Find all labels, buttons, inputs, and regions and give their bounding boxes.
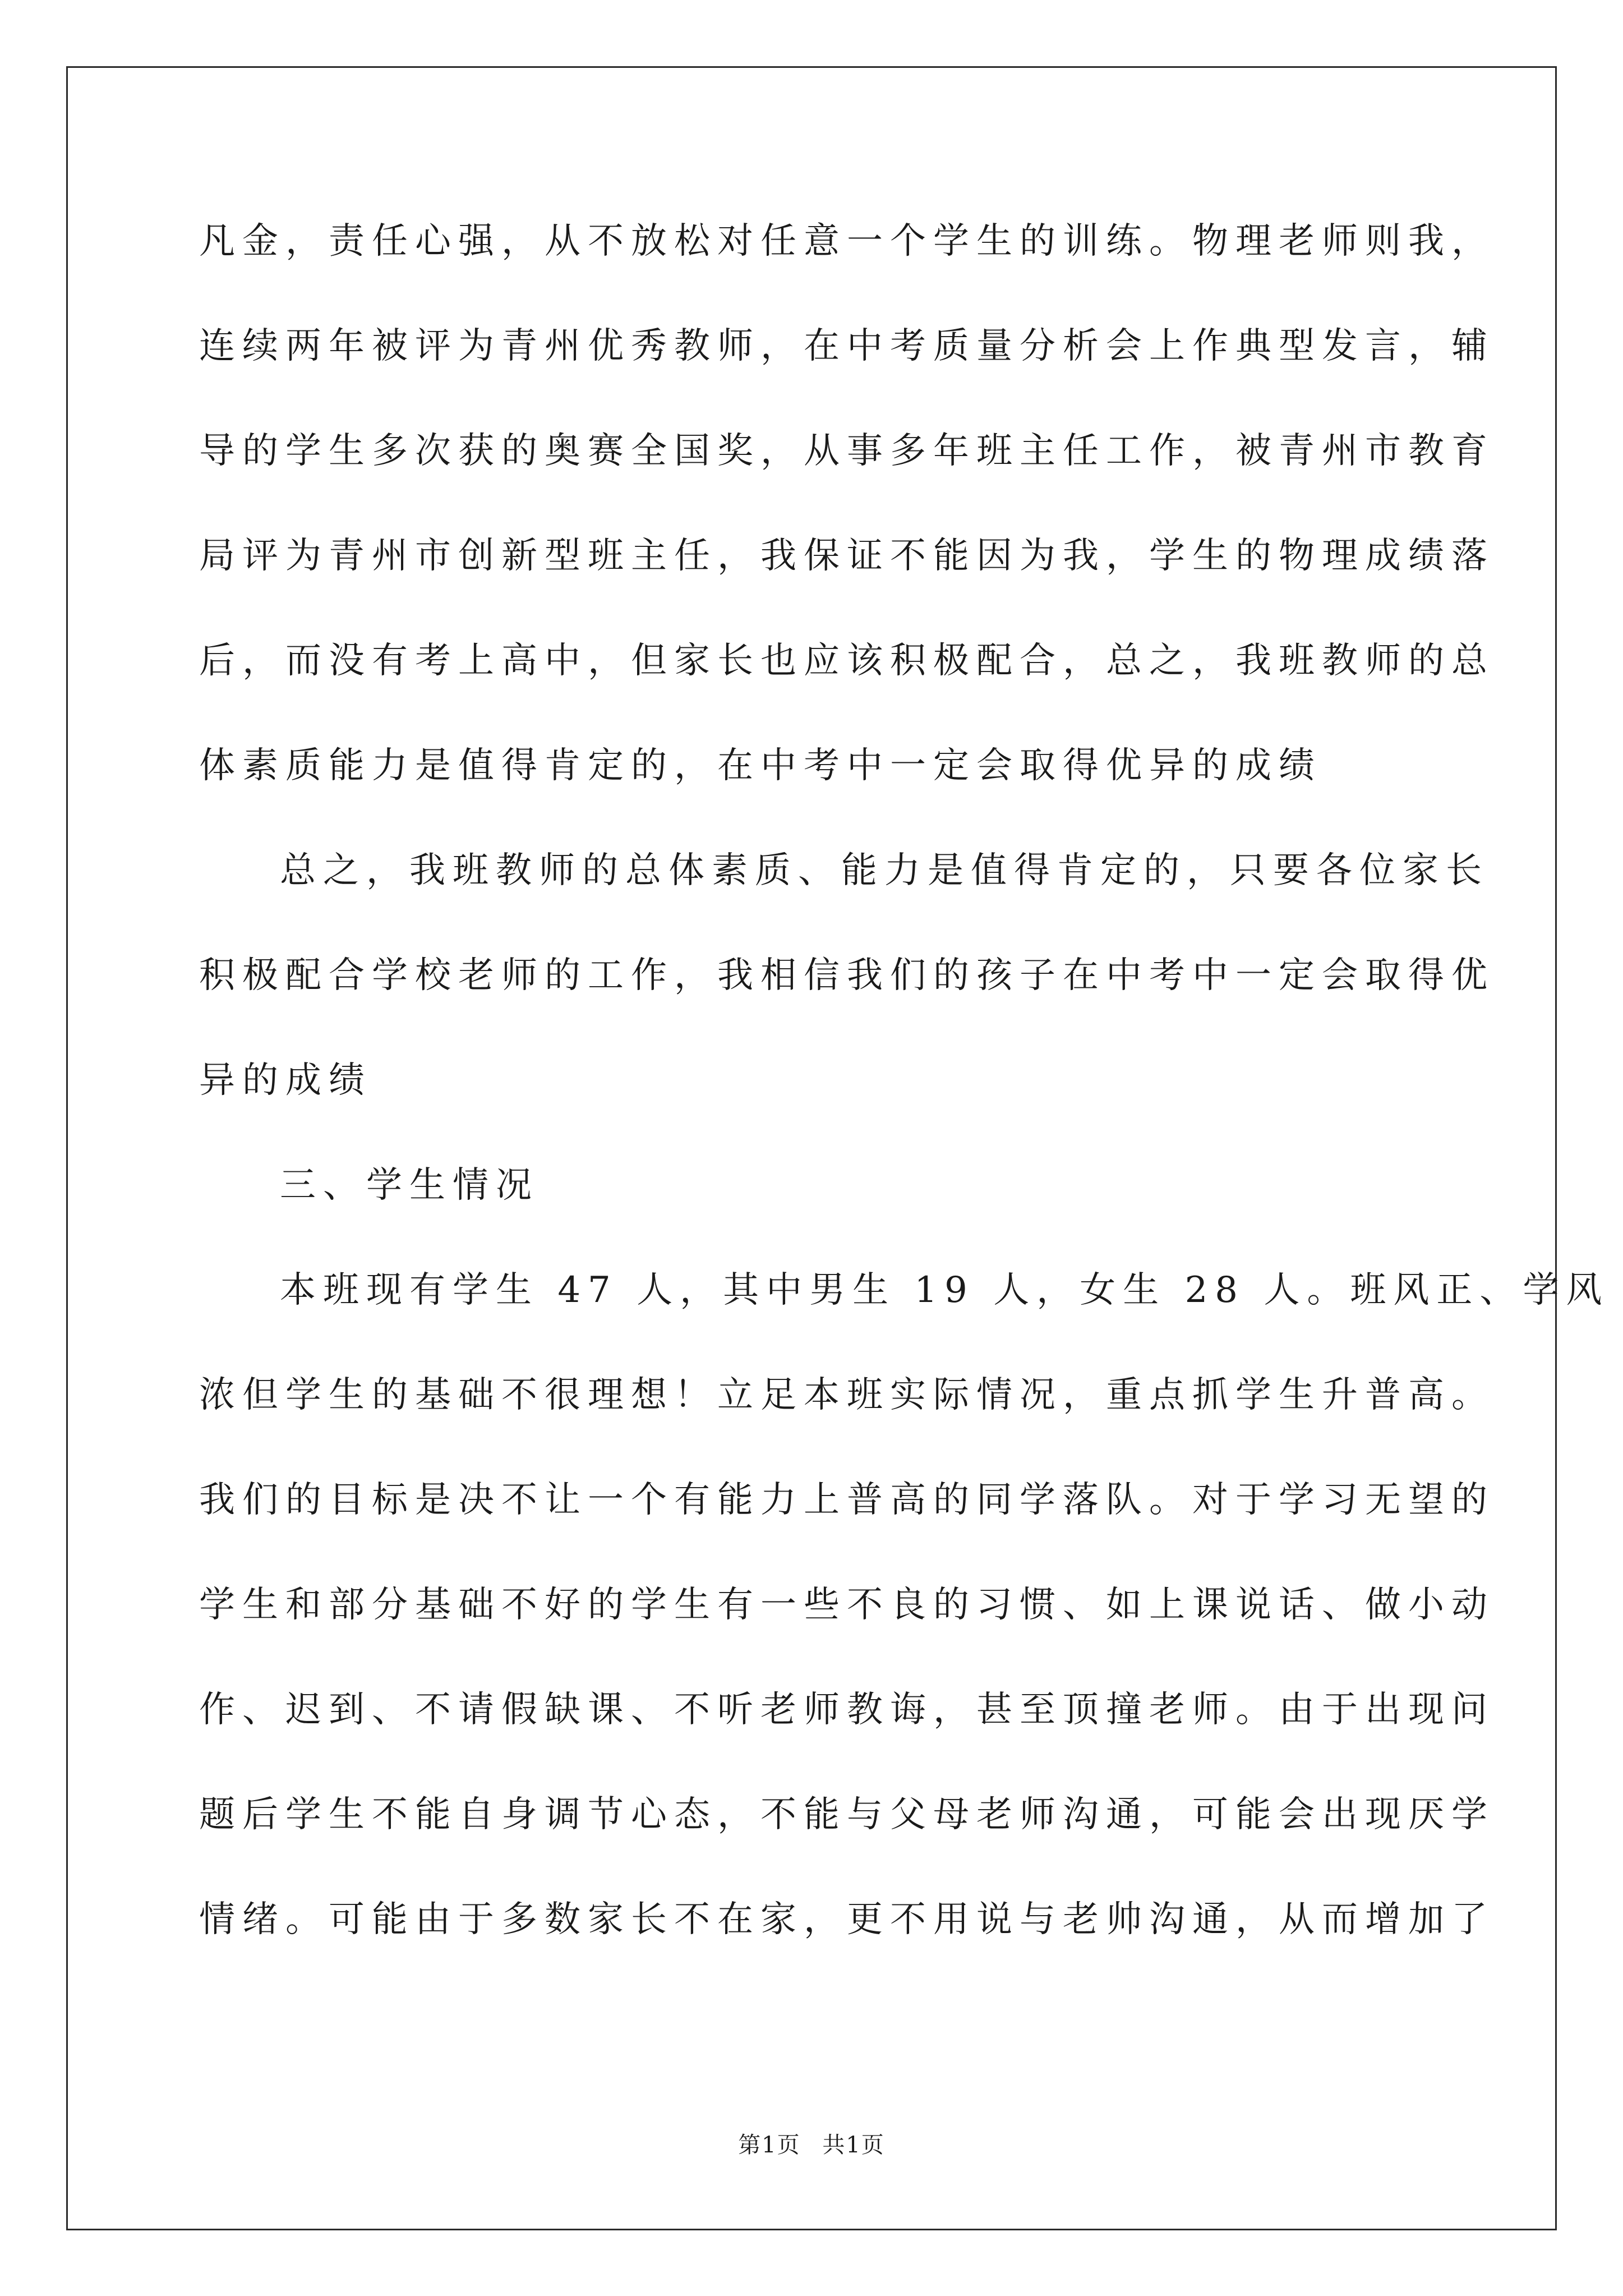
document-body: [199, 185, 1610, 1968]
page-total: 共1页: [822, 2132, 885, 2158]
text-line-14: 学生和部分基础不好的学生有一些不良的习惯、如上课说话、做小动: [199, 1584, 1495, 1626]
text-line-15: 作、迟到、不请假缺课、不听老师教诲，甚至顶撞老师。由于出现问: [199, 1688, 1495, 1731]
text-line-7: 总之，我班教师的总体素质、能力是值得肯定的，只要各位家长: [280, 849, 1489, 891]
page-footer: [0, 2127, 1623, 2159]
text-line-8: 积极配合学校老师的工作，我相信我们的孩子在中考中一定会取得优: [199, 954, 1495, 996]
section-heading: 三、学生情况: [280, 1164, 539, 1206]
page-number: 第1页: [738, 2132, 801, 2158]
text-line-17: 情绪。可能由于多数家长不在家，更不用说与老帅沟通，从而增加了: [199, 1898, 1495, 1940]
text-line-2: 连续两年被评为青州优秀教师，在中考质量分析会上作典型发言，辅: [199, 325, 1495, 367]
text-line-1: 凡金，责任心强，从不放松对任意一个学生的训练。物理老师则我，: [199, 220, 1495, 262]
text-line-12: 浓但学生的基础不很理想！立足本班实际情况，重点抓学生升普高。: [199, 1374, 1495, 1416]
text-line-4: 局评为青州市创新型班主任，我保证不能因为我，学生的物理成绩落: [199, 535, 1495, 577]
text-line-9: 异的成绩: [199, 1059, 372, 1101]
text-line-3: 导的学生多次获的奥赛全国奖，从事多年班主任工作，被青州市教育: [199, 430, 1495, 472]
text-line-5: 后，而没有考上高中，但家长也应该积极配合，总之，我班教师的总: [199, 639, 1495, 682]
text-line-16: 题后学生不能自身调节心态，不能与父母老师沟通，可能会出现厌学: [199, 1793, 1495, 1835]
text-line-6: 体素质能力是值得肯定的，在中考中一定会取得优异的成绩: [199, 744, 1322, 786]
text-line-11: 本班现有学生 47 人，其中男生 19 人，女生 28 人。班风正、学风: [280, 1269, 1610, 1311]
text-line-13: 我们的目标是决不让一个有能力上普高的同学落队。对于学习无望的: [199, 1479, 1495, 1521]
